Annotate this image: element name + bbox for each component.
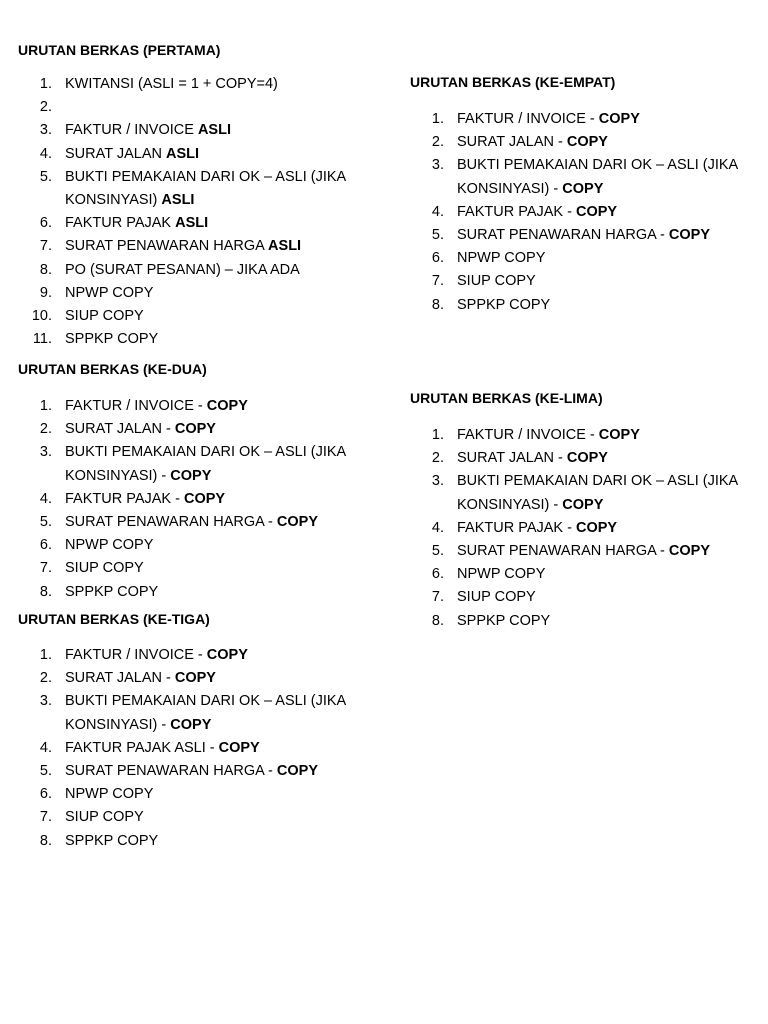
- item-number: 3.: [431, 157, 444, 174]
- item-number: 1.: [431, 427, 444, 443]
- item-text: BUKTI PEMAKAIAN DARI OK – ASLI (JIKA KONSINYASI) -: [457, 473, 738, 513]
- item-number: 6.: [431, 250, 444, 267]
- section-ke-tiga: [18, 611, 378, 853]
- list-item: [18, 534, 378, 557]
- file-list: [18, 73, 378, 351]
- list-item: [18, 667, 378, 690]
- item-text: FAKTUR / INVOICE -: [65, 398, 207, 414]
- item-text: SPPKP COPY: [65, 832, 159, 849]
- item-number: 5.: [39, 168, 52, 185]
- item-status: COPY: [170, 716, 212, 733]
- item-text: BUKTI PEMAKAIAN DARI OK – ASLI (JIKA KONSINYASI) -: [65, 444, 346, 484]
- list-item: [18, 259, 378, 282]
- item-text: FAKTUR / INVOICE -: [65, 647, 207, 663]
- list-item: [18, 212, 378, 235]
- item-text: BUKTI PEMAKAIAN DARI OK – ASLI (JIKA KONSINYASI) -: [457, 157, 738, 197]
- item-text: FAKTUR / INVOICE -: [457, 427, 599, 443]
- item-status: COPY: [575, 203, 618, 220]
- list-item: [410, 447, 760, 470]
- item-text: SURAT JALAN: [65, 145, 166, 162]
- item-status: COPY: [206, 398, 248, 414]
- item-number: 5.: [39, 763, 52, 780]
- list-item: [410, 470, 760, 516]
- item-text: SURAT PENAWARAN HARGA -: [65, 514, 277, 531]
- item-number: 7.: [39, 560, 52, 577]
- item-status: COPY: [598, 111, 640, 127]
- item-status: ASLI: [268, 238, 302, 255]
- list-item: [410, 270, 760, 293]
- item-text: FAKTUR PAJAK: [65, 215, 176, 232]
- item-text: SPPKP COPY: [65, 331, 159, 348]
- item-number: 6.: [39, 786, 52, 803]
- item-status: COPY: [566, 134, 608, 151]
- item-text: NPWP COPY: [65, 786, 154, 803]
- item-number: 2.: [39, 670, 52, 687]
- item-status: COPY: [575, 519, 618, 536]
- list-item: [410, 247, 760, 270]
- item-text: SURAT PENAWARAN HARGA: [65, 238, 269, 255]
- item-status: COPY: [668, 227, 710, 244]
- item-number: 8.: [39, 832, 52, 849]
- list-item: [18, 557, 378, 580]
- item-number: 5.: [431, 543, 444, 560]
- item-number: 8.: [431, 296, 444, 313]
- list-item: [410, 424, 760, 447]
- list-item: [410, 586, 760, 609]
- item-number: 8.: [39, 583, 52, 600]
- list-item: [18, 418, 378, 441]
- item-text: NPWP COPY: [65, 537, 154, 554]
- section-title: URUTAN BERKAS (KE-EMPAT): [410, 74, 616, 90]
- item-status: COPY: [566, 450, 608, 467]
- item-text: SURAT PENAWARAN HARGA -: [457, 227, 669, 244]
- section-title: URUTAN BERKAS (KE-LIMA): [410, 390, 603, 406]
- item-text: SURAT PENAWARAN HARGA -: [65, 763, 277, 780]
- item-number: 2.: [431, 134, 444, 151]
- list-item: [18, 73, 378, 96]
- item-status: COPY: [174, 670, 216, 687]
- item-text: FAKTUR / INVOICE: [65, 122, 198, 139]
- item-number: 7.: [431, 273, 444, 290]
- item-status: COPY: [276, 763, 318, 780]
- item-text: SPPKP COPY: [65, 583, 159, 600]
- item-number: 5.: [431, 227, 444, 244]
- file-list: [410, 424, 760, 633]
- item-number: 2.: [39, 99, 52, 116]
- item-status: COPY: [562, 180, 604, 197]
- section-title: URUTAN BERKAS (KE-TIGA): [18, 611, 210, 627]
- item-number: 9.: [39, 284, 52, 301]
- section-pertama: [18, 42, 378, 351]
- item-number: 1.: [39, 647, 52, 663]
- item-number: 2.: [431, 450, 444, 467]
- item-status: COPY: [206, 647, 248, 663]
- list-item: [18, 737, 378, 760]
- item-status: COPY: [276, 514, 318, 531]
- item-number: 2.: [39, 421, 52, 438]
- item-number: 11.: [32, 331, 52, 348]
- file-list: [18, 395, 378, 604]
- list-item: [18, 760, 378, 783]
- item-status: COPY: [174, 421, 216, 438]
- item-text: FAKTUR PAJAK -: [65, 490, 184, 507]
- item-number: 4.: [39, 145, 52, 162]
- item-status: COPY: [218, 739, 260, 756]
- list-item: [18, 644, 378, 667]
- item-number: 3.: [39, 122, 52, 139]
- item-number: 7.: [431, 589, 444, 606]
- item-text: SIUP COPY: [65, 809, 144, 826]
- item-text: SURAT JALAN -: [65, 670, 175, 687]
- list-item: [18, 282, 378, 305]
- list-item: [410, 517, 760, 540]
- list-item: [18, 96, 378, 119]
- item-number: 3.: [39, 693, 52, 710]
- item-number: 8.: [39, 261, 52, 278]
- item-text: SURAT PENAWARAN HARGA -: [457, 543, 669, 560]
- list-item: [18, 395, 378, 418]
- item-status: COPY: [668, 543, 710, 560]
- list-item: [18, 511, 378, 534]
- section-title: URUTAN BERKAS (PERTAMA): [18, 42, 221, 58]
- list-item: [18, 830, 378, 853]
- item-text: NPWP COPY: [65, 284, 154, 301]
- list-item: [410, 540, 760, 563]
- list-item: [410, 154, 760, 200]
- item-status: ASLI: [161, 192, 195, 209]
- list-item: [18, 328, 378, 351]
- item-text: SIUP COPY: [65, 560, 144, 577]
- item-number: 4.: [39, 739, 52, 756]
- item-text: KWITANSI (ASLI = 1 + COPY=4): [65, 76, 278, 92]
- item-text: FAKTUR PAJAK -: [457, 203, 576, 220]
- item-number: 4.: [39, 490, 52, 507]
- list-item: [410, 108, 760, 131]
- item-number: 4.: [431, 203, 444, 220]
- list-item: [18, 806, 378, 829]
- item-number: 4.: [431, 519, 444, 536]
- item-number: 6.: [39, 215, 52, 232]
- list-item: [18, 235, 378, 258]
- item-number: 10.: [31, 308, 52, 325]
- item-status: COPY: [598, 427, 640, 443]
- item-text: SURAT JALAN -: [457, 134, 567, 151]
- item-number: 3.: [39, 444, 52, 461]
- list-item: [18, 581, 378, 604]
- item-status: ASLI: [197, 122, 231, 139]
- item-text: SURAT JALAN -: [457, 450, 567, 467]
- file-list: [410, 108, 760, 317]
- item-text: FAKTUR PAJAK -: [457, 519, 576, 536]
- item-text: PO (SURAT PESANAN) – JIKA ADA: [65, 261, 300, 278]
- item-text: SIUP COPY: [65, 308, 144, 325]
- file-list: [18, 644, 378, 853]
- list-item: [410, 294, 760, 317]
- list-item: [18, 166, 378, 212]
- list-item: [18, 783, 378, 806]
- item-text: SPPKP COPY: [457, 612, 551, 629]
- list-item: [18, 143, 378, 166]
- item-number: 5.: [39, 514, 52, 531]
- item-number: 1.: [39, 398, 52, 414]
- item-number: 8.: [431, 612, 444, 629]
- item-text: BUKTI PEMAKAIAN DARI OK – ASLI (JIKA KONSINYASI) -: [65, 693, 346, 733]
- section-ke-dua: [18, 361, 378, 604]
- list-item: [18, 119, 378, 142]
- item-number: 3.: [431, 473, 444, 490]
- section-ke-empat: [410, 74, 760, 317]
- item-status: ASLI: [175, 215, 209, 232]
- list-item: [410, 563, 760, 586]
- list-item: [410, 131, 760, 154]
- list-item: [18, 488, 378, 511]
- list-item: [410, 201, 760, 224]
- item-text: NPWP COPY: [457, 566, 546, 583]
- item-text: SIUP COPY: [457, 273, 536, 290]
- item-text: BUKTI PEMAKAIAN DARI OK – ASLI (JIKA KONSINYASI): [65, 168, 346, 209]
- item-number: 7.: [39, 238, 52, 255]
- item-text: SIUP COPY: [457, 589, 536, 606]
- item-number: 1.: [431, 111, 444, 127]
- item-number: 6.: [431, 566, 444, 583]
- item-status: COPY: [562, 496, 604, 513]
- list-item: [18, 305, 378, 328]
- list-item: [410, 610, 760, 633]
- item-text: NPWP COPY: [457, 250, 546, 267]
- section-title: URUTAN BERKAS (KE-DUA): [18, 361, 207, 377]
- item-status: COPY: [183, 490, 226, 507]
- item-text: SPPKP COPY: [457, 296, 551, 313]
- item-number: 6.: [39, 537, 52, 554]
- list-item: [18, 690, 378, 736]
- item-text: SURAT JALAN -: [65, 421, 175, 438]
- item-number: 7.: [39, 809, 52, 826]
- list-item: [410, 224, 760, 247]
- list-item: [18, 441, 378, 487]
- item-text: FAKTUR PAJAK ASLI -: [65, 739, 219, 756]
- section-ke-lima: [410, 390, 760, 633]
- item-status: ASLI: [166, 145, 200, 162]
- item-status: COPY: [170, 467, 212, 484]
- item-number: 1.: [39, 76, 52, 92]
- item-text: FAKTUR / INVOICE -: [457, 111, 599, 127]
